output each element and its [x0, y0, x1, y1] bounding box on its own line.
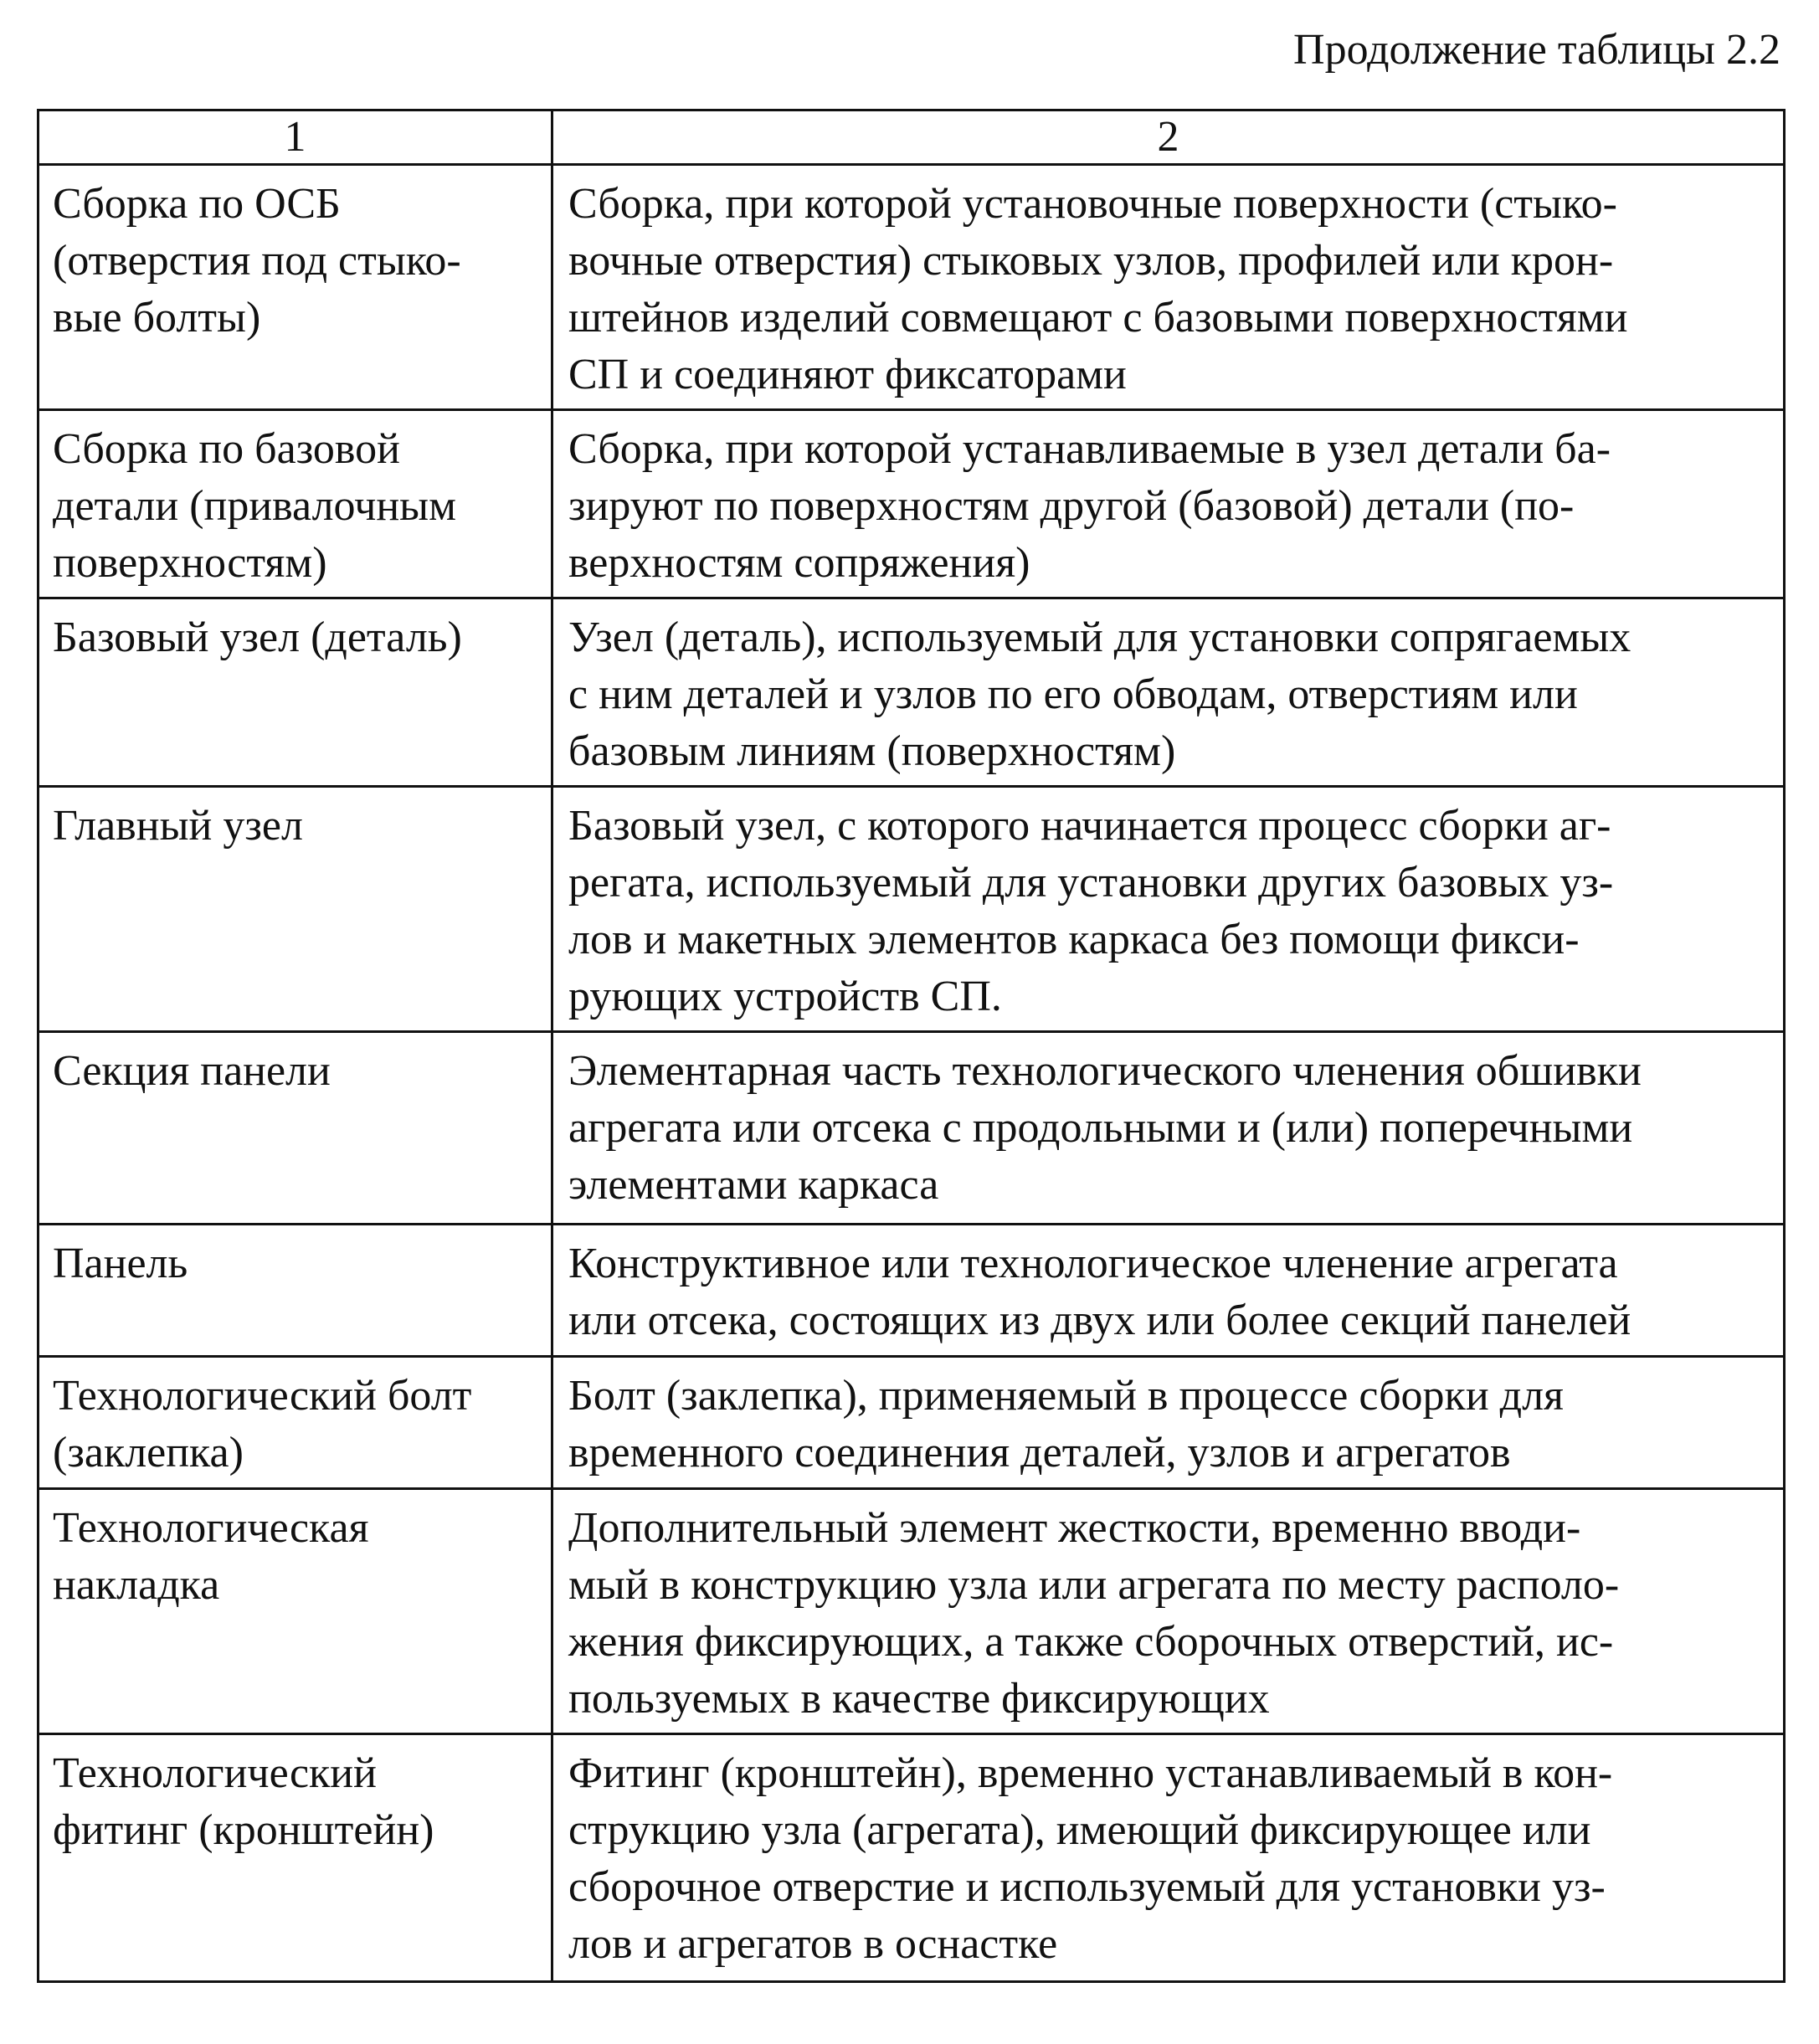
definition-line: СП и соединяют фиксаторами	[568, 351, 1127, 398]
terms-table	[37, 109, 1786, 1983]
definition-line: верхностям сопряжения)	[568, 539, 1030, 587]
table-row	[39, 165, 1785, 410]
term-line: вые болты)	[53, 294, 261, 342]
definition-line: элементами каркаса	[568, 1161, 939, 1209]
term-cell	[39, 598, 552, 787]
term-cell	[39, 165, 552, 410]
term-line: (заклепка)	[53, 1429, 244, 1477]
definition-line: пользуемых в качестве фиксирующих	[568, 1675, 1270, 1723]
definition-cell	[552, 787, 1785, 1032]
definition-line: агрегата или отсека с продольными и (или) поперечными	[568, 1104, 1633, 1152]
table-row	[39, 1734, 1785, 1982]
table-row	[39, 787, 1785, 1032]
definition-line: Дополнительный элемент жесткости, временно вводи-	[568, 1504, 1581, 1552]
definition-line: Конструктивное или технологическое членение агрегата	[568, 1240, 1618, 1287]
definition-line: штейнов изделий совмещают с базовыми поверхностями	[568, 294, 1628, 342]
term-line: Технологический болт	[53, 1372, 472, 1420]
definition-line: Базовый узел, с которого начинается процесс сборки аг-	[568, 802, 1611, 850]
definition-line: мый в конструкцию узла или агрегата по месту располо-	[568, 1561, 1620, 1609]
definition-line: зируют по поверхностям другой (базовой) детали (по-	[568, 482, 1575, 530]
table-row	[39, 1489, 1785, 1734]
definition-line: лов и макетных элементов каркаса без помощи фикси-	[568, 916, 1580, 963]
definition-line: Сборка, при которой установочные поверхности (стыко-	[568, 180, 1617, 228]
definition-cell	[552, 410, 1785, 598]
table-row	[39, 598, 1785, 787]
term-line: накладка	[53, 1561, 220, 1609]
table-row	[39, 1032, 1785, 1225]
term-cell	[39, 1734, 552, 1982]
definition-line: струкцию узла (агрегата), имеющий фиксирующее или	[568, 1806, 1591, 1854]
term-line: Сборка по ОСБ	[53, 180, 341, 228]
definition-cell	[552, 1489, 1785, 1734]
definition-line: Фитинг (кронштейн), временно устанавливаемый в кон-	[568, 1749, 1613, 1797]
term-cell	[39, 1225, 552, 1357]
term-cell	[39, 1032, 552, 1225]
definition-line: с ним деталей и узлов по его обводам, отверстиям или	[568, 670, 1578, 718]
definition-line: жения фиксирующих, а также сборочных отверстий, ис-	[568, 1618, 1614, 1666]
definition-cell	[552, 1225, 1785, 1357]
term-line: Базовый узел (деталь)	[53, 614, 462, 661]
header-row	[39, 110, 1785, 165]
term-line: Секция панели	[53, 1047, 331, 1095]
definition-line: Элементарная часть технологического членения обшивки	[568, 1047, 1642, 1095]
term-cell	[39, 1357, 552, 1489]
definition-line: лов и агрегатов в оснастке	[568, 1920, 1058, 1968]
term-line: детали (привалочным	[53, 482, 457, 530]
term-line: поверхностям)	[53, 539, 327, 587]
definition-line: регата, используемый для установки других базовых уз-	[568, 859, 1614, 906]
definition-line: или отсека, состоящих из двух или более секций панелей	[568, 1297, 1631, 1344]
term-cell	[39, 787, 552, 1032]
term-cell	[39, 1489, 552, 1734]
definition-cell	[552, 1734, 1785, 1982]
definition-cell	[552, 1357, 1785, 1489]
term-line: Технологический	[53, 1749, 377, 1797]
term-line: (отверстия под стыко-	[53, 237, 461, 285]
table-row	[39, 410, 1785, 598]
term-line: Главный узел	[53, 802, 303, 850]
definition-line: рующих устройств СП.	[568, 973, 1002, 1020]
term-line: Панель	[53, 1240, 188, 1287]
term-line: фитинг (кронштейн)	[53, 1806, 434, 1854]
definition-cell	[552, 1032, 1785, 1225]
definition-line: Сборка, при которой устанавливаемые в узел детали ба-	[568, 425, 1611, 473]
column-header-2: 2	[552, 110, 1785, 165]
table-row	[39, 1225, 1785, 1357]
term-line: Сборка по базовой	[53, 425, 400, 473]
definition-line: временного соединения деталей, узлов и агрегатов	[568, 1429, 1511, 1477]
definition-line: сборочное отверстие и используемый для установки уз-	[568, 1863, 1606, 1911]
definition-line: вочные отверстия) стыковых узлов, профилей или крон-	[568, 237, 1614, 285]
definition-cell	[552, 165, 1785, 410]
definition-line: базовым линиям (поверхностям)	[568, 727, 1176, 775]
column-header-1: 1	[39, 110, 552, 165]
definition-line: Болт (заклепка), применяемый в процессе сборки для	[568, 1372, 1564, 1420]
table-caption: Продолжение таблицы 2.2	[1293, 26, 1780, 74]
definition-cell	[552, 598, 1785, 787]
definition-line: Узел (деталь), используемый для установки сопрягаемых	[568, 614, 1631, 661]
term-line: Технологическая	[53, 1504, 369, 1552]
table-row	[39, 1357, 1785, 1489]
term-cell	[39, 410, 552, 598]
